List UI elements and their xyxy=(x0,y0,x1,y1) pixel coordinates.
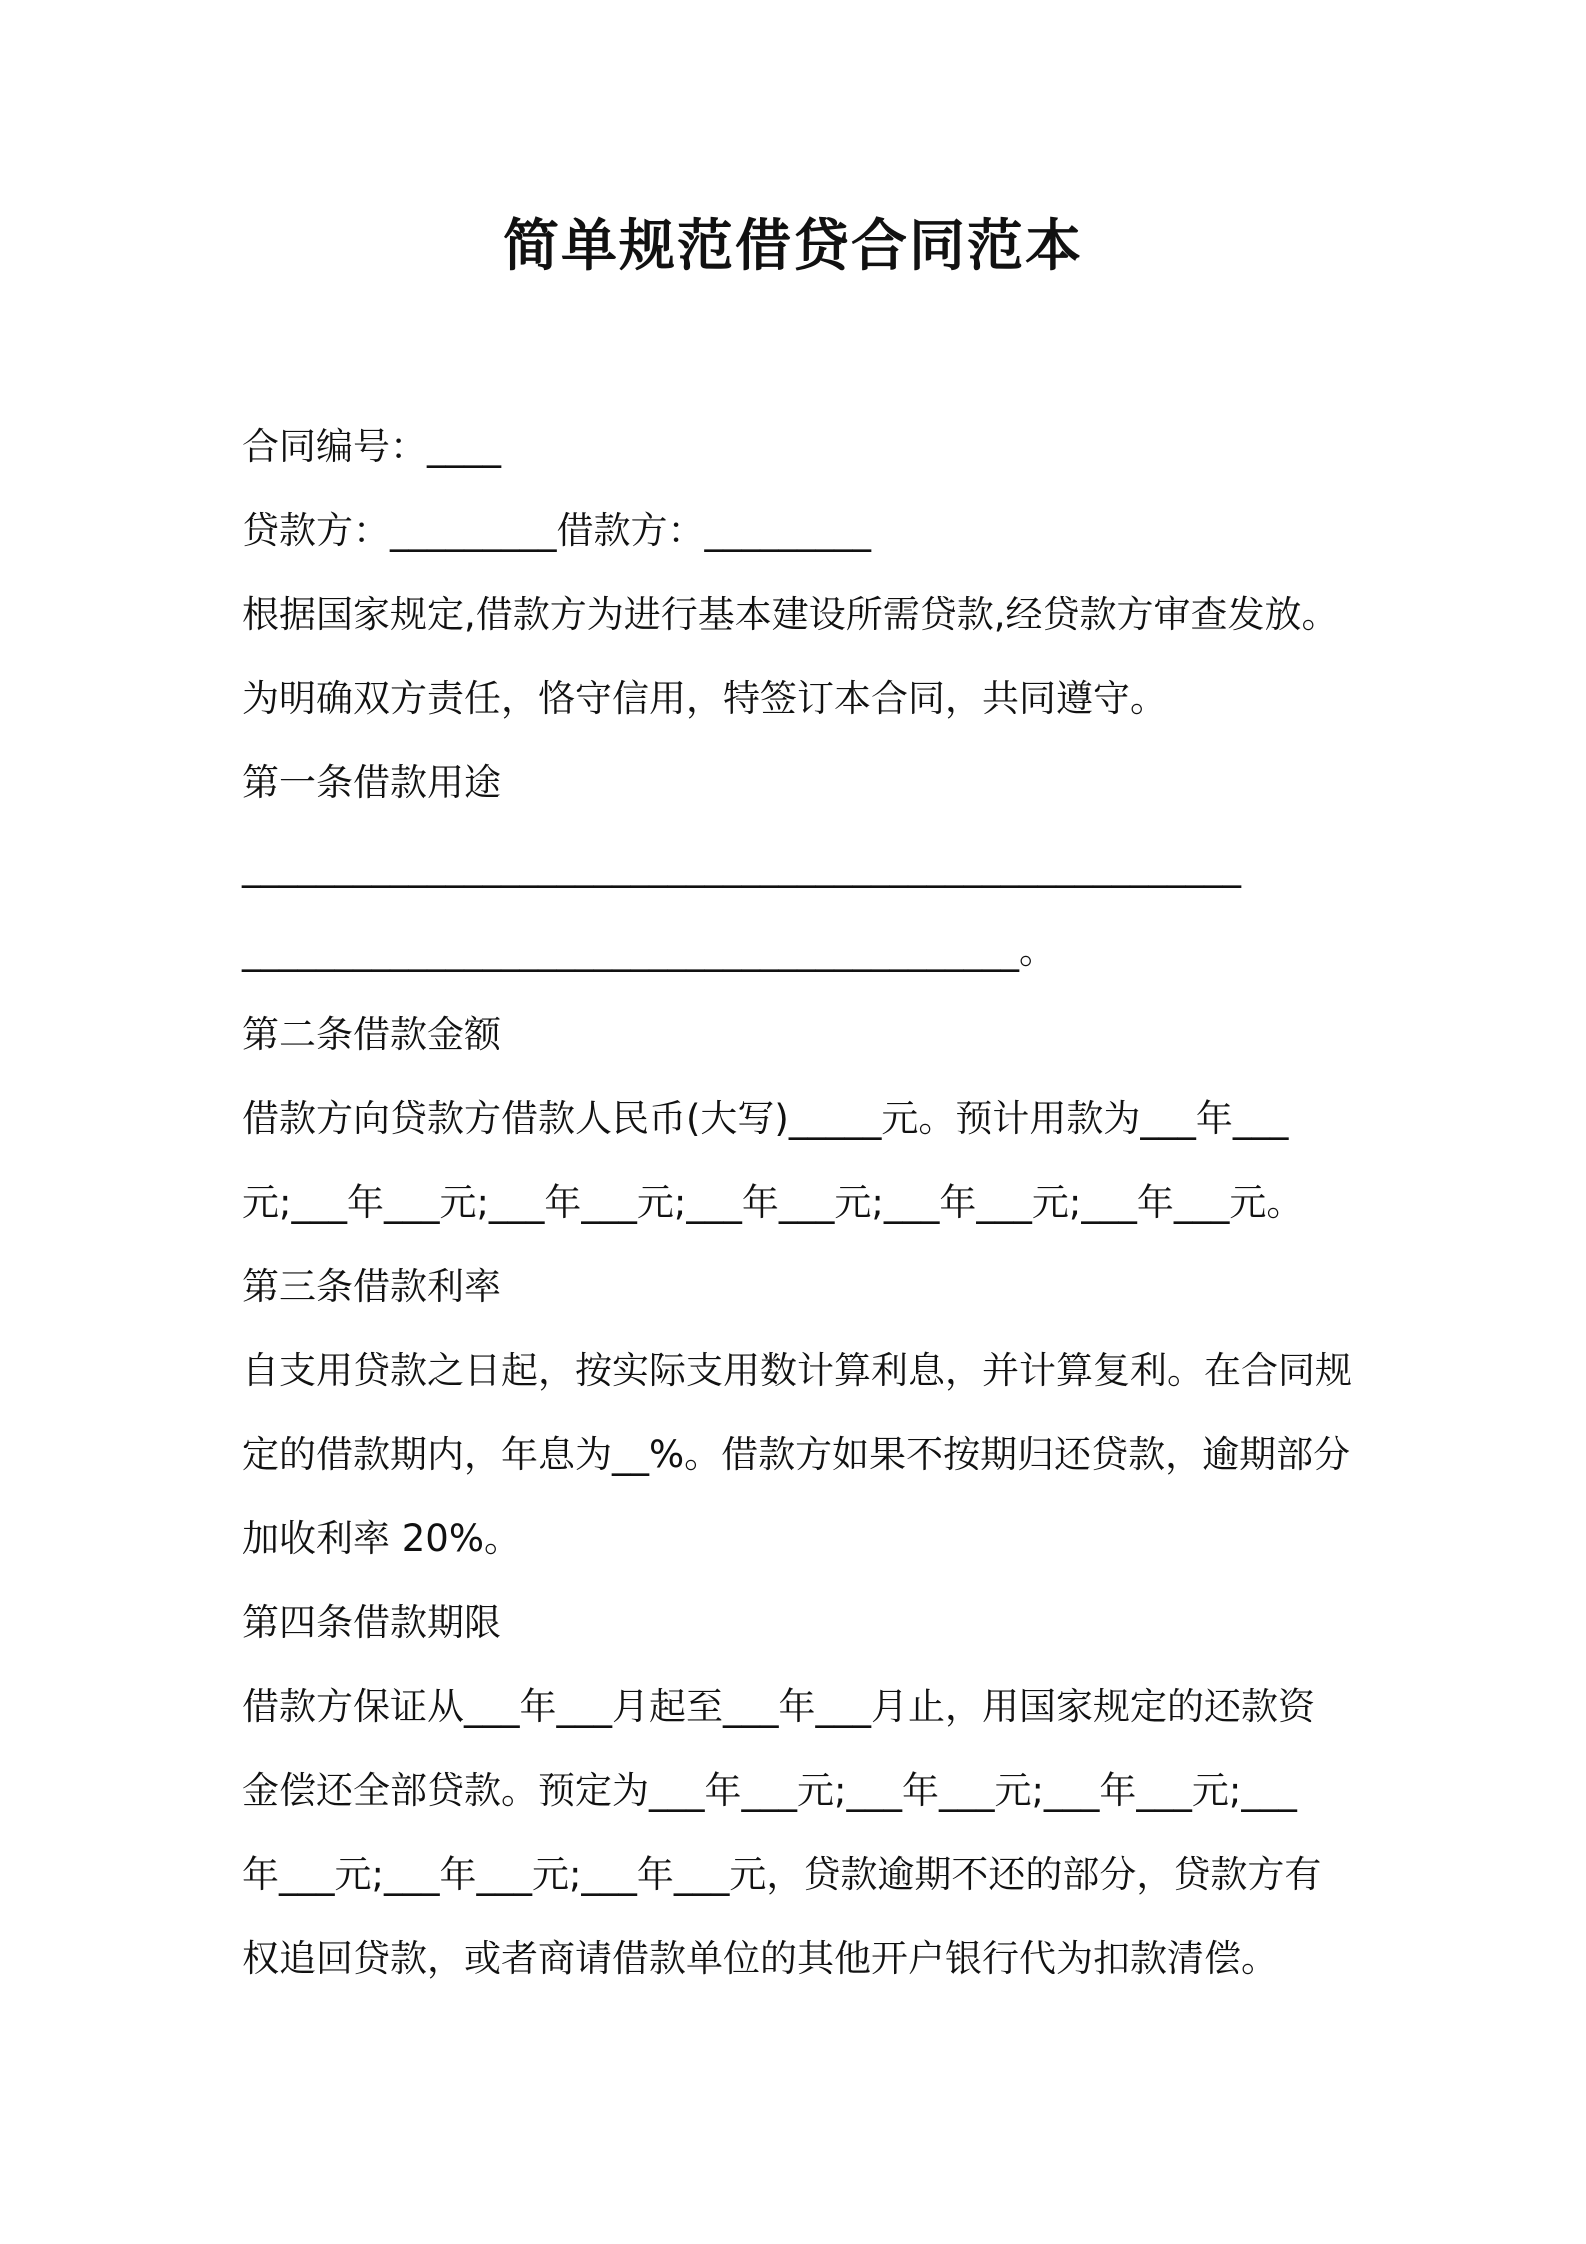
article-heading-amount: 第二条借款金额 xyxy=(242,1013,501,1056)
preamble-line: 根据国家规定,借款方为进行基本建设所需贷款,经贷款方审查发放。 xyxy=(242,593,1339,636)
parties-line: 贷款方：_________借款方：_________ xyxy=(242,509,871,552)
interest-text-line: 自支用贷款之日起，按实际支用数计算利息，并计算复利。在合同规 xyxy=(242,1349,1352,1392)
interest-text-line: 加收利率 20%。 xyxy=(242,1517,521,1560)
amount-text-line: 借款方向贷款方借款人民币(大写)_____元。预计用款为___年___ xyxy=(242,1097,1289,1140)
document-title: 简单规范借贷合同范本 xyxy=(503,214,1083,279)
article-heading-purpose: 第一条借款用途 xyxy=(242,761,501,804)
term-text-line: 借款方保证从___年___月起至___年___月止，用国家规定的还款资 xyxy=(242,1685,1315,1728)
preamble-line: 为明确双方责任，恪守信用，特签订本合同，共同遵守。 xyxy=(242,677,1167,720)
article-heading-interest: 第三条借款利率 xyxy=(242,1265,501,1308)
term-text-line: 权追回贷款，或者商请借款单位的其他开户银行代为扣款清偿。 xyxy=(242,1937,1278,1980)
interest-text-line: 定的借款期内，年息为__%。借款方如果不按期归还贷款，逾期部分 xyxy=(242,1433,1351,1476)
blank-line: ______________________________________________________ xyxy=(242,845,1241,888)
term-text-line: 金偿还全部贷款。预定为___年___元;___年___元;___年___元;___ xyxy=(242,1769,1297,1812)
article-heading-term: 第四条借款期限 xyxy=(242,1601,501,1644)
contract-number-line: 合同编号：____ xyxy=(242,425,501,468)
blank-line: __________________________________________。 xyxy=(242,929,1056,972)
document-body xyxy=(242,405,1362,2001)
amount-text-line: 元;___年___元;___年___元;___年___元;___年___元;___年___元。 xyxy=(242,1181,1304,1224)
term-text-line: 年___元;___年___元;___年___元，贷款逾期不还的部分，贷款方有 xyxy=(242,1853,1322,1896)
